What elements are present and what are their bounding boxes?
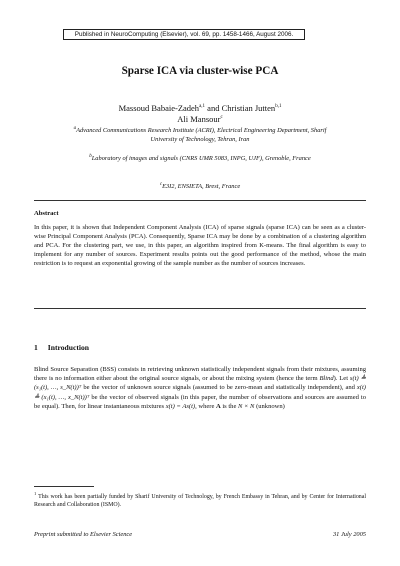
- paper-title: Sparse ICA via cluster-wise PCA: [121, 65, 279, 77]
- abstract-bottom-rule: [34, 308, 366, 309]
- section-title: Introduction: [47, 343, 90, 352]
- affiliation-text: E3I2, ENSIETA, Brest, France: [162, 183, 241, 191]
- intro-math: x(t) ≜ (x₁(t), …, x_N(t))ᵀ: [34, 384, 366, 401]
- affiliation-c: [60, 181, 340, 192]
- intro-text: (unknown): [254, 402, 285, 410]
- footnote-marker: 1: [34, 491, 37, 496]
- affiliation-text: Advanced Communications Research Institute (ACRI), Electrical Engineering Department, Sharif University of Technology, Tehran, Iran: [76, 127, 327, 143]
- footnote-text: This work has been partially funded by Sharif University of Technology, by French Embassy in Tehran, and by Center for International Research and Collaboration (ISMO).: [34, 493, 366, 509]
- section-heading: [34, 343, 89, 352]
- intro-text: is the: [220, 402, 238, 410]
- preprint-note: Preprint submitted to Elsevier Science: [34, 531, 133, 538]
- abstract-top-rule: [34, 200, 366, 201]
- author-conjunction: and: [207, 102, 220, 113]
- intro-math: N × N: [238, 402, 255, 410]
- intro-emphasis: Blind: [319, 375, 334, 383]
- author-list: [70, 102, 330, 125]
- affiliation-text: Laboratory of images and signals (CNRS UMR 5083, INPG, UJF), Grenoble, France: [91, 155, 311, 163]
- intro-paragraph: [34, 365, 366, 411]
- author-sup: a,1: [199, 104, 206, 109]
- intro-text: Blind Source Separation (BSS) consists in retrieving unknown statistically independent signals from their mixtures, assuming there is no information either about the original source signals, or about the mixing system (hence the term: [34, 366, 366, 383]
- abstract-body: In this paper, it is shown that Independent Component Analysis (ICA) of sparse signals (sparse ICA) can be seen as a cluster-wise Principal Component Analysis (PCA). Consequently, Sparse ICA may be done by a combination of a clustering algorithm and PCA. For the clustering part, we use, in this paper, an algorithm inspired from K-means. The final algorithm is easy to implement for any number of sources. Experiment results points out the good performance of the method, whose the main restriction is to request an exponential growing of the sample number as the number of sources increases.: [34, 224, 366, 267]
- intro-math: x(t) = As(t): [165, 402, 196, 410]
- preprint-date: 31 July 2005: [332, 531, 366, 538]
- affiliation-sup: b: [89, 154, 92, 159]
- intro-text: be the vector of observed signals (in this paper, the number of observations and sources are assumed to be equal). Then, for linear instantaneous mixtures: [34, 393, 366, 410]
- publication-banner: Published in NeuroComputing (Elsevier), vol. 69, pp. 1458-1466, August 2006.: [63, 29, 305, 40]
- footnote-rule: [34, 486, 94, 487]
- intro-text: , where: [195, 402, 216, 410]
- footnote: [34, 490, 366, 510]
- intro-math: s(t) ≜ (s₁(t), …, s_N(t))ᵀ: [34, 375, 366, 392]
- author-sup: c: [220, 115, 223, 121]
- abstract-heading: Abstract: [34, 210, 59, 217]
- author-sup: b,1: [275, 104, 282, 109]
- affiliation-a: [60, 125, 340, 144]
- author-name: Massoud Babaie-Zadeh: [118, 102, 200, 113]
- affiliation-sup: c: [159, 182, 163, 187]
- author-name: Ali Mansour: [177, 114, 221, 125]
- affiliation-sup: a: [73, 126, 77, 131]
- intro-text: ). Let: [333, 375, 350, 383]
- intro-math: A: [215, 402, 221, 410]
- affiliation-b: [60, 153, 340, 164]
- author-name: Christian Jutten: [221, 102, 276, 113]
- intro-text: be the vector of unknown source signals (assumed to be zero-mean and statistically independent), and: [81, 384, 357, 392]
- section-number: 1: [34, 343, 38, 352]
